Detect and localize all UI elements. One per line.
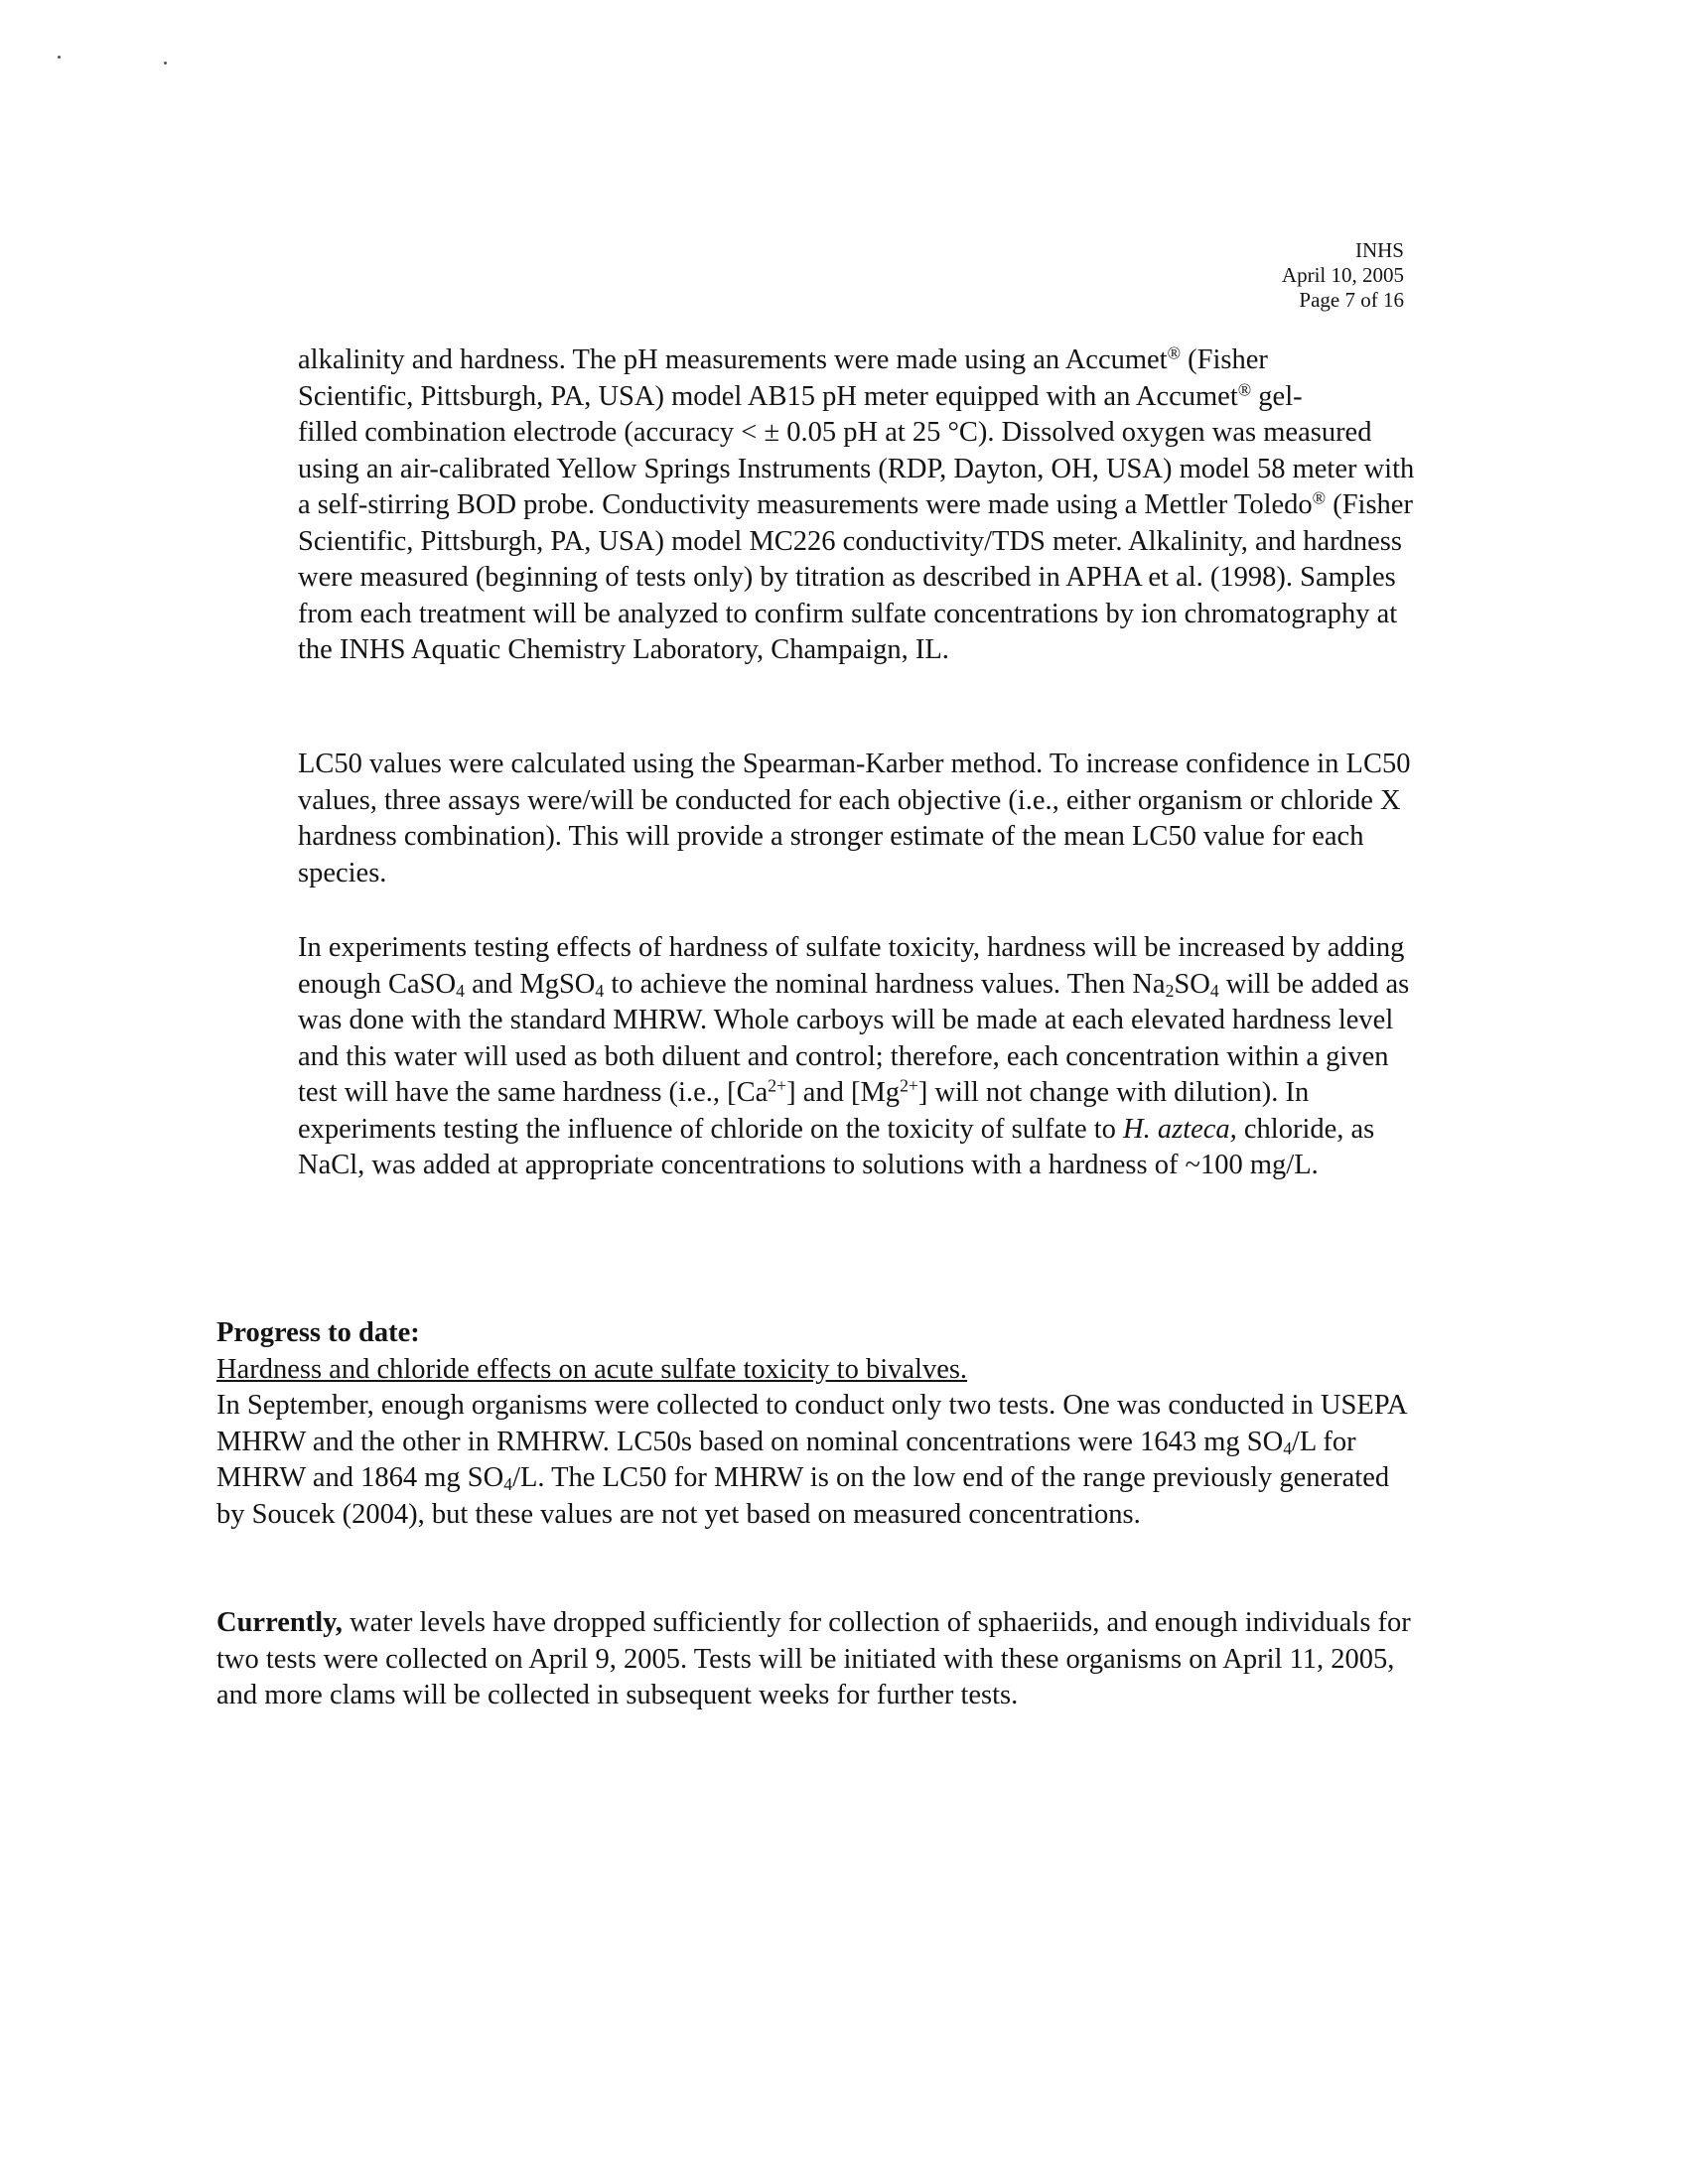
methods-paragraph-1: [298, 342, 1418, 669]
paragraph-text: In September, enough organisms were collected to conduct only two tests. One was conducted in USEPA MHRW and the other in RMHRW. LC50s based on nominal concentrations were 1643 mg $SO_4/L$ for MHRW and 1864 mg $SO_4/L$. The LC50 for MHRW is on the low end of the range previously generated by Soucek (2004), but these values are not yet based on measured concentrations.: [216, 1390, 1407, 1530]
section-subheading: Hardness and chloride effects on acute sulfate toxicity to bivalves.: [216, 1353, 968, 1385]
scan-speck: [164, 62, 167, 65]
progress-section: [216, 1315, 1418, 1533]
currently-paragraph: [216, 1605, 1418, 1714]
header-org: INHS: [1354, 238, 1404, 262]
page-header: [1282, 238, 1404, 313]
header-page-number: Page 7 of 16: [1299, 288, 1404, 312]
section-heading: Progress to date:: [216, 1317, 420, 1348]
paragraph-text: In experiments testing effects of hardness of sulfate toxicity, hardness will be increased by adding enough CaSO$_4$ and MgSO$_4$ to achieve the nominal hardness values. Then $Na_2SO_4$ will be added as was done with the standard MHRW. Whole carboys will be made at each elevated hardness level and this water will used as both diluent and control; therefore, each concentration within a given test will have the same hardness (i.e., $[Ca^{2+}]$ and $[Mg^{2+}]$ will not change with dilution). In experiments testing the influence of chloride on the toxicity of sulfate to H. azteca, chloride, as NaCl, was added at appropriate concentrations to solutions with a hardness of ~100 mg/L.: [298, 932, 1410, 1180]
species-name: H. azteca,: [1123, 1113, 1237, 1145]
lead-word: Currently,: [216, 1607, 343, 1638]
paragraph-text: LC50 values were calculated using the Spearman-Karber method. To increase confidence in LC50 values, three assays were/will be conducted for each objective (i.e., either organism or chloride X hardness combination). This will provide a stronger estimate of the mean LC50 value for each species.: [298, 749, 1411, 888]
scan-speck: [58, 56, 61, 59]
methods-paragraph-3: [298, 930, 1418, 1184]
header-date: April 10, 2005: [1281, 263, 1404, 287]
paragraph-text: Currently, water levels have dropped sufficiently for collection of sphaeriids, and enough individuals for two tests were collected on April 9, 2005. Tests will be initiated with these organisms on April 11, 2005, and more clams will be collected in subsequent weeks for further tests.: [216, 1607, 1411, 1710]
methods-paragraph-2: [298, 747, 1418, 891]
paragraph-text: alkalinity and hardness. The pH measurements were made using an Accumet® (Fisher Scientific, Pittsburgh, PA, USA) model AB15 pH meter equipped with an Accumet® gel- filled combination electrode (accuracy < ± 0.05 pH at 25 °C). Dissolved oxygen was measured using an air-calibrated Yellow Springs Instruments (RDP, Dayton, OH, USA) model 58 meter with a self-stirring BOD probe. Conductivity measurements were made using a Mettler Toledo® (Fisher Scientific, Pittsburgh, PA, USA) model MC226 conductivity/TDS meter. Alkalinity, and hardness were measured (beginning of tests only) by titration as described in APHA et al. (1998). Samples from each treatment will be analyzed to confirm sulfate concentrations by ion chromatography at the INHS Aquatic Chemistry Laboratory, Champaign, IL.: [298, 342, 1415, 665]
